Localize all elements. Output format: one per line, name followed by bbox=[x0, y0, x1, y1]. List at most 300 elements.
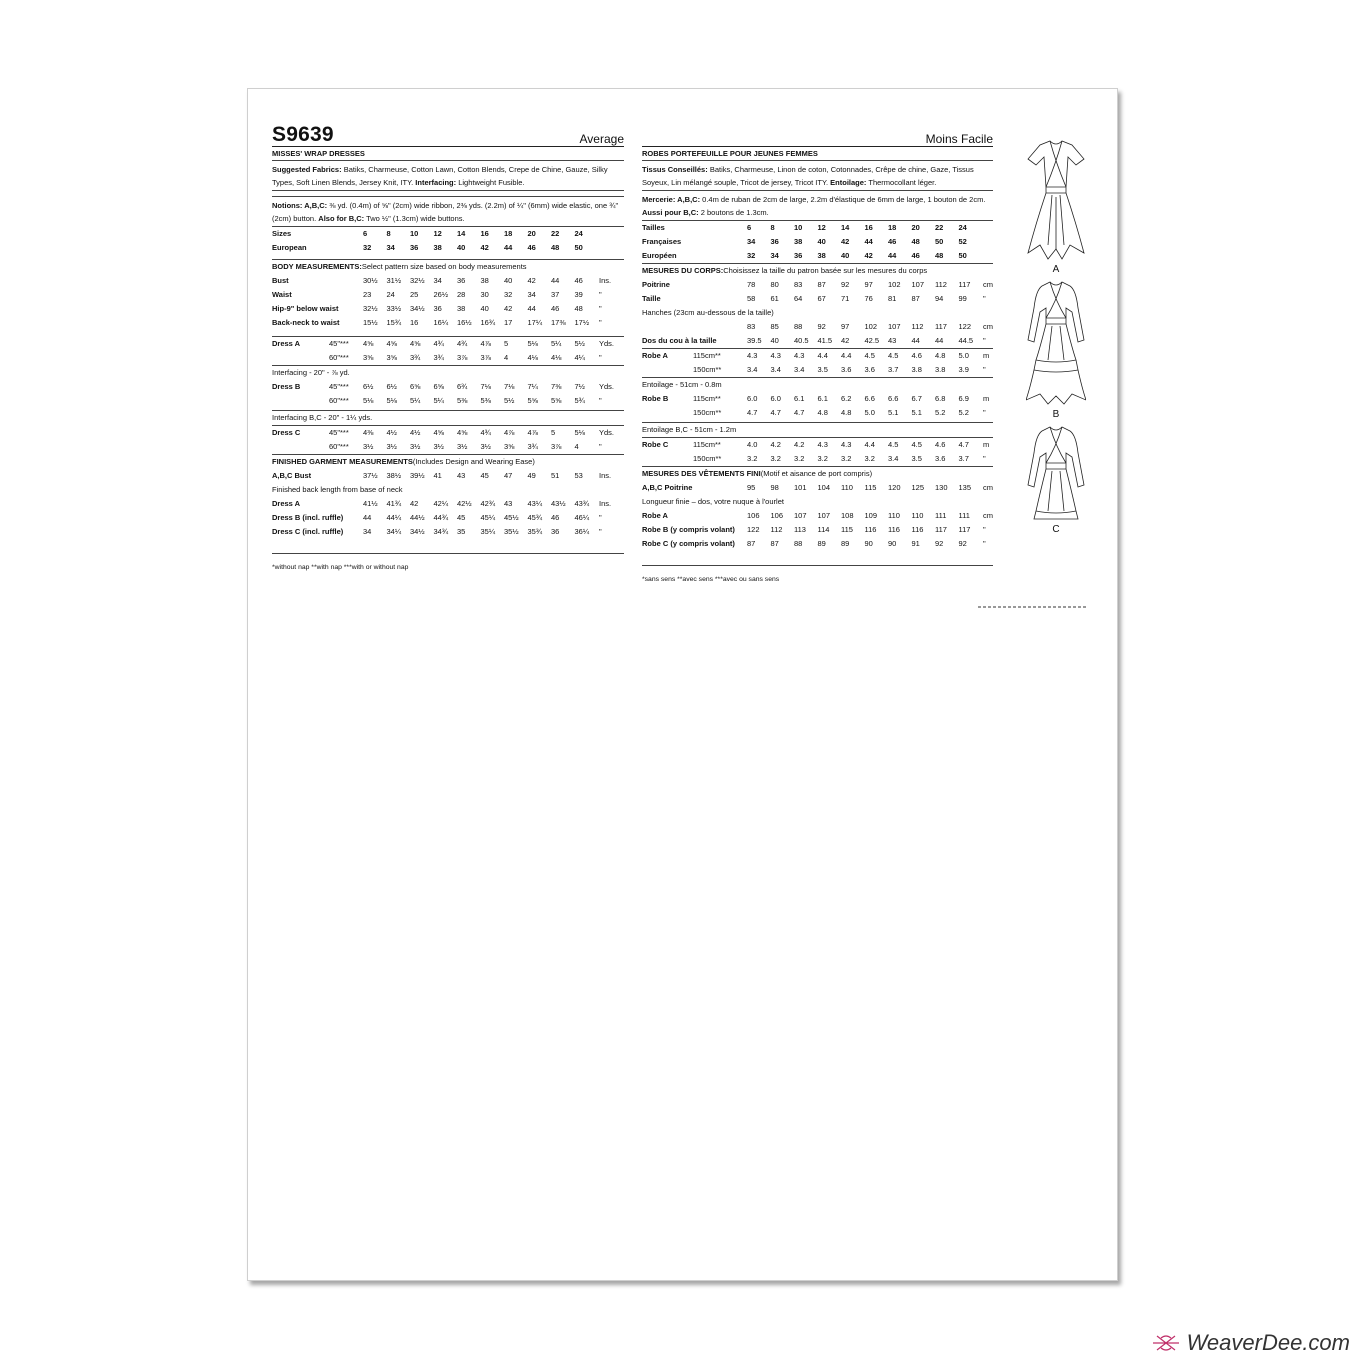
cell-value: 43 bbox=[888, 335, 897, 345]
fabric-width: 115cm** bbox=[693, 350, 721, 360]
cell-value: 3.2 bbox=[747, 453, 758, 463]
row-label: Européen bbox=[642, 250, 677, 260]
cell-value: 3.6 bbox=[841, 364, 852, 374]
fabric-width: 150cm** bbox=[693, 453, 722, 463]
finished-length-table-fr bbox=[642, 509, 993, 551]
cell-value: 98 bbox=[770, 482, 779, 492]
cell-value: 3.4 bbox=[747, 364, 758, 374]
cell-value: 110 bbox=[911, 510, 924, 520]
cell-value: 4.7 bbox=[770, 407, 781, 417]
cell-value: 5⅝ bbox=[527, 395, 538, 405]
finished-subtitle-fr: (Motif et aisance de port compris) bbox=[760, 468, 873, 478]
finished-subtitle: (Includes Design and Wearing Ease) bbox=[412, 456, 535, 466]
unit: Yds. bbox=[599, 338, 615, 348]
table-row bbox=[272, 302, 624, 316]
unit: " bbox=[599, 303, 602, 313]
cell-value: 117 bbox=[958, 524, 971, 534]
cell-value: 3.2 bbox=[841, 453, 852, 463]
cell-value: 50 bbox=[574, 242, 583, 252]
cell-value: 52 bbox=[958, 236, 967, 246]
cell-value: 4 bbox=[504, 352, 509, 362]
row-label: A,B,C Bust bbox=[272, 470, 312, 480]
cell-value: 5⅝ bbox=[551, 395, 562, 405]
notions-label: Notions: A,B,C: bbox=[272, 200, 328, 210]
cell-value: 5⅛ bbox=[527, 338, 538, 348]
unit: " bbox=[599, 317, 602, 327]
fabric-width: 45"*** bbox=[329, 427, 349, 437]
cell-value: 34¼ bbox=[386, 526, 402, 536]
fabric-width: 115cm** bbox=[693, 393, 721, 403]
finished-bust-row-fr bbox=[642, 481, 993, 495]
cell-value: 34 bbox=[747, 236, 756, 246]
table-row bbox=[272, 511, 624, 525]
cell-value: 17½ bbox=[574, 317, 590, 327]
cell-value: 42.5 bbox=[864, 335, 880, 345]
cell-value: 36 bbox=[433, 303, 442, 313]
cell-value: 40 bbox=[480, 303, 489, 313]
cell-value: 39 bbox=[574, 289, 583, 299]
cell-value: 4.3 bbox=[747, 350, 758, 360]
hips-row-fr bbox=[642, 320, 993, 334]
cell-value: 92 bbox=[935, 538, 944, 548]
fabrics-label-fr: Tissus Conseillés: bbox=[642, 164, 708, 174]
cell-value: 87 bbox=[770, 538, 779, 548]
unit: " bbox=[599, 289, 602, 299]
cell-value: 8 bbox=[770, 222, 775, 232]
view-a bbox=[1008, 133, 1104, 278]
cell-value: 6¾ bbox=[457, 381, 468, 391]
cell-value: 113 bbox=[794, 524, 806, 534]
table-row bbox=[642, 392, 993, 406]
cell-value: 14 bbox=[841, 222, 850, 232]
cell-value: 44¼ bbox=[386, 512, 402, 522]
unit: " bbox=[983, 453, 986, 463]
cell-value: 104 bbox=[817, 482, 831, 492]
cell-value: 30 bbox=[480, 289, 489, 299]
cell-value: 3½ bbox=[410, 441, 421, 451]
cell-value: 6 bbox=[747, 222, 752, 232]
cell-value: 16½ bbox=[457, 317, 472, 327]
table-row bbox=[642, 481, 993, 495]
cell-value: 135 bbox=[958, 482, 972, 492]
cell-value: 43 bbox=[504, 498, 513, 508]
cell-value: 117 bbox=[935, 321, 947, 331]
cell-value: 26½ bbox=[433, 289, 449, 299]
cell-value: 22 bbox=[551, 228, 560, 238]
cell-value: 15½ bbox=[363, 317, 378, 327]
cell-value: 5¼ bbox=[410, 395, 421, 405]
cell-value: 36 bbox=[794, 250, 803, 260]
cell-value: 89 bbox=[841, 538, 850, 548]
row-label: European bbox=[272, 242, 307, 252]
cell-value: 12 bbox=[433, 228, 442, 238]
cell-value: 43¼ bbox=[527, 498, 543, 508]
cell-value: 111 bbox=[958, 510, 970, 520]
dress-c-sketch-icon bbox=[1026, 423, 1086, 533]
cell-value: 6.9 bbox=[958, 393, 969, 403]
cell-value: 6.1 bbox=[817, 393, 828, 403]
table-row bbox=[642, 235, 993, 249]
cell-value: 6.6 bbox=[864, 393, 875, 403]
body-title: BODY MEASUREMENTS: bbox=[272, 261, 362, 271]
cell-value: 7⅛ bbox=[504, 381, 515, 391]
cell-value: 88 bbox=[794, 538, 803, 548]
table-row bbox=[272, 469, 624, 483]
cell-value: 28 bbox=[457, 289, 466, 299]
cell-value: 3.4 bbox=[770, 364, 781, 374]
cell-value: 44 bbox=[527, 303, 536, 313]
cell-value: 44 bbox=[888, 250, 897, 260]
cell-value: 47 bbox=[504, 470, 513, 480]
cell-value: 14 bbox=[457, 228, 466, 238]
cell-value: 122 bbox=[958, 321, 972, 331]
cell-value: 38 bbox=[794, 236, 803, 246]
dress-c-yardage bbox=[272, 425, 624, 454]
cell-value: 43½ bbox=[551, 498, 566, 508]
interfacing-bc-fr: Entoilage B,C - 51cm - 1.2m bbox=[642, 422, 993, 437]
robe-a-yardage bbox=[642, 348, 993, 377]
cell-value: 4½ bbox=[410, 427, 421, 437]
unit: " bbox=[599, 512, 602, 522]
cell-value: 116 bbox=[911, 524, 924, 534]
table-row bbox=[272, 394, 624, 408]
cell-value: 4.2 bbox=[770, 439, 781, 449]
fabric-width: 60"*** bbox=[329, 352, 349, 362]
cell-value: 4.0 bbox=[747, 439, 758, 449]
cell-value: 61 bbox=[770, 293, 779, 303]
cell-value: 3.6 bbox=[864, 364, 875, 374]
cell-value: 92 bbox=[817, 321, 826, 331]
table-row bbox=[272, 316, 624, 330]
cell-value: 6⅝ bbox=[433, 381, 444, 391]
cell-value: 32½ bbox=[363, 303, 378, 313]
cell-value: 92 bbox=[958, 538, 967, 548]
table-row bbox=[642, 452, 993, 466]
unit: " bbox=[599, 395, 602, 405]
cell-value: 4⅞ bbox=[480, 338, 491, 348]
cell-value: 3.6 bbox=[935, 453, 946, 463]
cell-value: 4⅛ bbox=[551, 352, 562, 362]
row-label: Back-neck to waist bbox=[272, 317, 340, 327]
cell-value: 42 bbox=[864, 250, 873, 260]
cell-value: 4⅝ bbox=[433, 427, 444, 437]
cell-value: 116 bbox=[888, 524, 900, 534]
unit: " bbox=[599, 526, 602, 536]
finished-bust-row bbox=[272, 469, 624, 483]
cell-value: 4¾ bbox=[433, 338, 444, 348]
cell-value: 37½ bbox=[363, 470, 378, 480]
cell-value: 24 bbox=[386, 289, 395, 299]
cell-value: 50 bbox=[958, 250, 967, 260]
cell-value: 5.1 bbox=[888, 407, 899, 417]
cell-value: 3¾ bbox=[410, 352, 421, 362]
fabric-width: 45"*** bbox=[329, 381, 349, 391]
cell-value: 40 bbox=[770, 335, 779, 345]
hips-label-fr: Hanches (23cm au-dessous de la taille) bbox=[642, 307, 774, 317]
cell-value: 35 bbox=[457, 526, 466, 536]
cell-value: 31½ bbox=[386, 275, 402, 285]
body-measurements-title-fr bbox=[642, 263, 993, 278]
cell-value: 22 bbox=[935, 222, 944, 232]
back-length-label-fr: Longueur finie – dos, votre nuque à l'ourlet bbox=[642, 496, 784, 506]
view-c bbox=[1008, 423, 1104, 568]
unit: cm bbox=[983, 321, 993, 331]
cell-value: 3.8 bbox=[935, 364, 946, 374]
cell-value: 4¾ bbox=[480, 427, 491, 437]
cell-value: 8 bbox=[386, 228, 391, 238]
cell-value: 4.3 bbox=[817, 439, 828, 449]
footnote: *without nap **with nap ***with or without nap bbox=[272, 553, 624, 572]
cell-value: 3.2 bbox=[817, 453, 828, 463]
cell-value: 6.7 bbox=[911, 393, 922, 403]
view-a-label: A bbox=[1052, 264, 1060, 275]
notions-fr bbox=[642, 191, 993, 221]
cell-value: 3.8 bbox=[911, 364, 922, 374]
table-row bbox=[272, 380, 624, 394]
cell-value: 32 bbox=[504, 289, 513, 299]
cell-value: 110 bbox=[841, 482, 853, 492]
cell-value: 44 bbox=[363, 512, 372, 522]
cell-value: 87 bbox=[817, 279, 826, 289]
cell-value: 4.5 bbox=[888, 439, 899, 449]
cell-value: 4½ bbox=[386, 427, 397, 437]
cell-value: 24 bbox=[574, 228, 583, 238]
cell-value: 20 bbox=[527, 228, 536, 238]
cell-value: 3⅝ bbox=[386, 352, 397, 362]
cell-value: 34½ bbox=[410, 303, 425, 313]
row-label: Bust bbox=[272, 275, 289, 285]
cell-value: 4¾ bbox=[457, 338, 468, 348]
cell-value: 4.7 bbox=[794, 407, 805, 417]
table-row bbox=[642, 348, 993, 363]
cell-value: 48 bbox=[551, 242, 560, 252]
cell-value: 34 bbox=[770, 250, 779, 260]
cell-value: 107 bbox=[888, 321, 901, 331]
fabric-width: 45"*** bbox=[329, 338, 349, 348]
cell-value: 5½ bbox=[504, 395, 515, 405]
cell-value: 46 bbox=[574, 275, 583, 285]
cell-value: 43¾ bbox=[574, 498, 590, 508]
sizes-table-fr bbox=[642, 221, 993, 263]
cell-value: 44 bbox=[864, 236, 873, 246]
suggested-fabrics-fr bbox=[642, 161, 993, 190]
cell-value: 35¾ bbox=[527, 526, 543, 536]
robe-c-yardage bbox=[642, 437, 993, 466]
cell-value: 107 bbox=[911, 279, 925, 289]
row-label: Waist bbox=[272, 289, 292, 299]
cell-value: 4.5 bbox=[864, 350, 875, 360]
table-row bbox=[642, 292, 993, 306]
cell-value: 35¼ bbox=[480, 526, 496, 536]
cell-value: 4.4 bbox=[817, 350, 828, 360]
cell-value: 112 bbox=[911, 321, 924, 331]
table-row bbox=[642, 437, 993, 452]
fabric-width: 60"*** bbox=[329, 395, 349, 405]
cell-value: 116 bbox=[864, 524, 877, 534]
cell-value: 3.2 bbox=[794, 453, 805, 463]
finished-measurements-title bbox=[272, 454, 624, 469]
unit: Yds. bbox=[599, 427, 615, 437]
pattern-title: MISSES' WRAP DRESSES bbox=[272, 147, 624, 161]
cell-value: 6.6 bbox=[888, 393, 899, 403]
cell-value: 37 bbox=[551, 289, 560, 299]
cell-value: 64 bbox=[794, 293, 803, 303]
cell-value: 4.4 bbox=[841, 350, 852, 360]
cell-value: 20 bbox=[911, 222, 920, 232]
cell-value: 3.4 bbox=[888, 453, 899, 463]
cell-value: 106 bbox=[770, 510, 784, 520]
table-row bbox=[272, 351, 624, 365]
cell-value: 38 bbox=[457, 303, 466, 313]
cell-value: 3½ bbox=[457, 441, 468, 451]
cell-value: 3.9 bbox=[958, 364, 969, 374]
cell-value: 40 bbox=[504, 275, 513, 285]
row-label: Dress C bbox=[272, 427, 301, 437]
table-row bbox=[642, 334, 993, 348]
cell-value: 106 bbox=[747, 510, 760, 520]
pattern-title-fr: ROBES PORTEFEUILLE POUR JEUNES FEMMES bbox=[642, 147, 993, 161]
cell-value: 122 bbox=[747, 524, 760, 534]
cell-value: 91 bbox=[911, 538, 920, 548]
cell-value: 6.0 bbox=[770, 393, 781, 403]
cell-value: 81 bbox=[888, 293, 897, 303]
cell-value: 48 bbox=[911, 236, 920, 246]
unit: cm bbox=[983, 510, 993, 520]
interfacing-label: Interfacing: bbox=[415, 177, 457, 187]
cell-value: 48 bbox=[574, 303, 583, 313]
french-column bbox=[642, 119, 993, 583]
cell-value: 44 bbox=[504, 242, 513, 252]
watermark bbox=[1151, 1330, 1350, 1356]
back-neck-row-fr bbox=[642, 334, 993, 348]
dress-a-sketch-icon bbox=[1026, 133, 1086, 263]
table-row bbox=[642, 509, 993, 523]
table-row bbox=[272, 274, 624, 288]
fabrics-text-fr: Batiks, Charmeuse, Linon de coton, Cotonnades, Crêpe de chine, Gaze, Tissus Soyeux, Lin mélangé souple, Tricot de jersey, Tricot ITY. bbox=[642, 164, 974, 187]
unit: " bbox=[983, 538, 986, 548]
cell-value: 112 bbox=[935, 279, 947, 289]
cell-value: 5.2 bbox=[935, 407, 946, 417]
cell-value: 3.5 bbox=[817, 364, 828, 374]
cell-value: 3⅞ bbox=[457, 352, 468, 362]
cell-value: 41¾ bbox=[386, 498, 402, 508]
cell-value: 45 bbox=[480, 470, 489, 480]
row-label: Dos du cou à la taille bbox=[642, 335, 717, 345]
also-label-fr: Aussi pour B,C: bbox=[642, 207, 699, 217]
cell-value: 4⅜ bbox=[363, 427, 374, 437]
cell-value: 125 bbox=[911, 482, 925, 492]
row-label: Robe A bbox=[642, 350, 668, 360]
cell-value: 4.7 bbox=[747, 407, 758, 417]
cell-value: 114 bbox=[817, 524, 830, 534]
cell-value: 4⅝ bbox=[457, 427, 468, 437]
watermark-text: WeaverDee.com bbox=[1186, 1330, 1350, 1355]
cell-value: 6.2 bbox=[841, 393, 852, 403]
notions-text-fr: 0.4m de ruban de 2cm de large, 2.2m d'élastique de 6mm de large, 1 bouton de 2cm. bbox=[700, 194, 986, 204]
unit: " bbox=[983, 524, 986, 534]
row-label: Tailles bbox=[642, 222, 665, 232]
cell-value: 3.5 bbox=[911, 453, 922, 463]
cell-value: 25 bbox=[410, 289, 419, 299]
cell-value: 4.6 bbox=[935, 439, 946, 449]
cell-value: 23 bbox=[363, 289, 372, 299]
row-label: Dress B bbox=[272, 381, 301, 391]
cell-value: 5.2 bbox=[958, 407, 969, 417]
body-subtitle: Select pattern size based on body measurements bbox=[361, 261, 527, 271]
dress-b-sketch-icon bbox=[1026, 278, 1086, 408]
cell-value: 7⅜ bbox=[551, 381, 562, 391]
unit: " bbox=[983, 293, 986, 303]
cell-value: 41.5 bbox=[817, 335, 833, 345]
fabric-width: 115cm** bbox=[693, 439, 721, 449]
robe-b-yardage bbox=[642, 392, 993, 420]
fabric-width: 150cm** bbox=[693, 407, 722, 417]
cell-value: 78 bbox=[747, 279, 756, 289]
cell-value: 101 bbox=[794, 482, 807, 492]
cell-value: 45¾ bbox=[527, 512, 543, 522]
cell-value: 24 bbox=[958, 222, 967, 232]
cell-value: 53 bbox=[574, 470, 583, 480]
also-label: Also for B,C: bbox=[318, 213, 365, 223]
table-row bbox=[642, 320, 993, 334]
cell-value: 42¼ bbox=[433, 498, 449, 508]
cell-value: 44 bbox=[935, 335, 944, 345]
table-row bbox=[272, 288, 624, 302]
cell-value: 6½ bbox=[386, 381, 397, 391]
unit: cm bbox=[983, 482, 993, 492]
cell-value: 16 bbox=[864, 222, 873, 232]
cell-value: 44 bbox=[551, 275, 560, 285]
cell-value: 6 bbox=[363, 228, 368, 238]
cell-value: 3½ bbox=[363, 441, 374, 451]
cell-value: 49 bbox=[527, 470, 536, 480]
cell-value: 3.2 bbox=[864, 453, 875, 463]
cell-value: 5.0 bbox=[958, 350, 969, 360]
cell-value: 18 bbox=[504, 228, 513, 238]
cell-value: 102 bbox=[864, 321, 878, 331]
unit: " bbox=[983, 364, 986, 374]
pattern-code: S9639 bbox=[272, 123, 334, 146]
cell-value: 16 bbox=[410, 317, 419, 327]
french-header bbox=[642, 119, 993, 147]
cell-value: 40 bbox=[817, 236, 826, 246]
row-label: Robe B bbox=[642, 393, 669, 403]
cell-value: 4.5 bbox=[911, 439, 922, 449]
unit: Yds. bbox=[599, 381, 615, 391]
notions-text: ⅜ yd. (0.4m) of ⅝" (2cm) wide ribbon, 2⅜ yds. (2.2m) of ¼" (6mm) wide elastic, one ¾" (2cm) button. bbox=[272, 200, 619, 223]
table-row bbox=[642, 363, 993, 377]
cell-value: 3½ bbox=[433, 441, 444, 451]
cell-value: 46 bbox=[911, 250, 920, 260]
cell-value: 94 bbox=[935, 293, 944, 303]
cell-value: 88 bbox=[794, 321, 803, 331]
cell-value: 4.3 bbox=[841, 439, 852, 449]
cell-value: 3⅞ bbox=[551, 441, 562, 451]
cell-value: 38½ bbox=[386, 470, 402, 480]
unit: " bbox=[983, 407, 986, 417]
cell-value: 4.8 bbox=[935, 350, 946, 360]
cell-value: 42 bbox=[504, 303, 513, 313]
cell-value: 45½ bbox=[504, 512, 519, 522]
table-row bbox=[272, 497, 624, 511]
cell-value: 44½ bbox=[410, 512, 425, 522]
cell-value: 5⅛ bbox=[386, 395, 397, 405]
view-b bbox=[1008, 278, 1104, 423]
cell-value: 3.2 bbox=[770, 453, 781, 463]
cell-value: 16 bbox=[480, 228, 489, 238]
row-label: Poitrine bbox=[642, 279, 670, 289]
unit: m bbox=[983, 350, 990, 360]
